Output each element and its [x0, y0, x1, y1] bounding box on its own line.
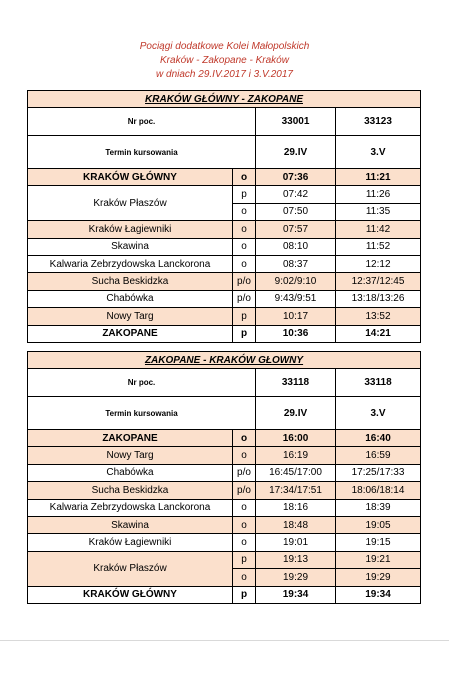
stop-type: o — [233, 255, 256, 272]
stop-type: p — [233, 325, 256, 342]
document-title — [0, 40, 449, 82]
table-row — [28, 482, 421, 499]
train-number: 33123 — [336, 108, 421, 136]
stop-type: o — [233, 238, 256, 255]
time-cell: 19:01 — [256, 534, 336, 551]
station-name: Kraków Płaszów — [28, 186, 233, 221]
table-heading: KRAKÓW GŁÓWNY - ZAKOPANE — [28, 91, 421, 108]
table-row — [28, 325, 421, 342]
table-row — [28, 238, 421, 255]
time-cell: 12:37/12:45 — [336, 273, 421, 290]
stop-type: o — [233, 447, 256, 464]
time-cell: 19:13 — [256, 551, 336, 568]
time-cell: 9:02/9:10 — [256, 273, 336, 290]
time-cell: 19:05 — [336, 516, 421, 533]
station-name: Kraków Łagiewniki — [28, 221, 233, 238]
time-cell: 17:25/17:33 — [336, 464, 421, 481]
time-cell: 19:29 — [256, 569, 336, 586]
title-line-3: w dniach 29.IV.2017 i 3.V.2017 — [156, 69, 293, 80]
table-row — [28, 290, 421, 307]
table-row — [28, 273, 421, 290]
time-cell: 10:36 — [256, 325, 336, 342]
stop-type: o — [233, 221, 256, 238]
station-name: KRAKÓW GŁÓWNY — [28, 586, 233, 603]
table-heading: ZAKOPANE - KRAKÓW GŁOWNY — [28, 352, 421, 369]
station-name: Kraków Łagiewniki — [28, 534, 233, 551]
station-name: Nowy Targ — [28, 308, 233, 325]
stop-type: p — [233, 186, 256, 203]
time-cell: 07:50 — [256, 203, 336, 220]
table-row — [28, 430, 421, 447]
time-cell: 11:52 — [336, 238, 421, 255]
time-cell: 11:35 — [336, 203, 421, 220]
station-name: Skawina — [28, 238, 233, 255]
stop-type: p/o — [233, 482, 256, 499]
time-cell: 16:19 — [256, 447, 336, 464]
stop-type: p — [233, 308, 256, 325]
time-cell: 19:34 — [336, 586, 421, 603]
stop-type: o — [233, 203, 256, 220]
stop-type: p — [233, 551, 256, 568]
running-days-label: Termin kursowania — [28, 136, 256, 169]
time-cell: 14:21 — [336, 325, 421, 342]
stop-type: p/o — [233, 273, 256, 290]
stop-type: o — [233, 569, 256, 586]
time-cell: 17:34/17:51 — [256, 482, 336, 499]
table-row — [28, 534, 421, 551]
time-cell: 12:12 — [336, 255, 421, 272]
station-name: ZAKOPANE — [28, 325, 233, 342]
time-cell: 11:21 — [336, 169, 421, 186]
time-cell: 18:48 — [256, 516, 336, 533]
page-divider — [0, 640, 449, 641]
train-number: 33118 — [256, 369, 336, 397]
table-row — [28, 464, 421, 481]
table-row — [28, 586, 421, 603]
station-name: Sucha Beskidzka — [28, 273, 233, 290]
time-cell: 18:06/18:14 — [336, 482, 421, 499]
table-row — [28, 186, 421, 203]
stop-type: o — [233, 516, 256, 533]
train-number-label: Nr poc. — [28, 108, 256, 136]
time-cell: 19:34 — [256, 586, 336, 603]
train-number: 33001 — [256, 108, 336, 136]
timetable-zakopane-krakow — [27, 351, 421, 604]
station-name: Nowy Targ — [28, 447, 233, 464]
time-cell: 19:15 — [336, 534, 421, 551]
station-name: Kraków Płaszów — [28, 551, 233, 586]
time-cell: 16:45/17:00 — [256, 464, 336, 481]
time-cell: 18:16 — [256, 499, 336, 516]
time-cell: 13:52 — [336, 308, 421, 325]
running-day: 3.V — [336, 136, 421, 169]
time-cell: 18:39 — [336, 499, 421, 516]
station-name: Kalwaria Zebrzydowska Lanckorona — [28, 255, 233, 272]
stop-type: p/o — [233, 290, 256, 307]
time-cell: 07:57 — [256, 221, 336, 238]
stop-type: p — [233, 586, 256, 603]
stop-type: o — [233, 430, 256, 447]
time-cell: 19:29 — [336, 569, 421, 586]
station-name: ZAKOPANE — [28, 430, 233, 447]
time-cell: 07:36 — [256, 169, 336, 186]
station-name: Sucha Beskidzka — [28, 482, 233, 499]
time-cell: 08:10 — [256, 238, 336, 255]
stop-type: p/o — [233, 464, 256, 481]
station-name: Chabówka — [28, 464, 233, 481]
stop-type: o — [233, 499, 256, 516]
station-name: Kalwaria Zebrzydowska Lanckorona — [28, 499, 233, 516]
time-cell: 16:40 — [336, 430, 421, 447]
running-day: 29.IV — [256, 136, 336, 169]
table-row — [28, 221, 421, 238]
running-day: 29.IV — [256, 397, 336, 430]
time-cell: 10:17 — [256, 308, 336, 325]
title-line-2: Kraków - Zakopane - Kraków — [160, 55, 289, 66]
stop-type: o — [233, 169, 256, 186]
table-row — [28, 516, 421, 533]
table-row — [28, 551, 421, 568]
time-cell: 08:37 — [256, 255, 336, 272]
time-cell: 07:42 — [256, 186, 336, 203]
time-cell: 11:26 — [336, 186, 421, 203]
time-cell: 13:18/13:26 — [336, 290, 421, 307]
table-row — [28, 499, 421, 516]
running-day: 3.V — [336, 397, 421, 430]
table-row — [28, 255, 421, 272]
time-cell: 19:21 — [336, 551, 421, 568]
train-number-label: Nr poc. — [28, 369, 256, 397]
table-row — [28, 169, 421, 186]
time-cell: 16:00 — [256, 430, 336, 447]
timetable-krakow-zakopane — [27, 90, 421, 343]
train-number: 33118 — [336, 369, 421, 397]
title-line-1: Pociągi dodatkowe Kolei Małopolskich — [139, 41, 310, 52]
time-cell: 9:43/9:51 — [256, 290, 336, 307]
time-cell: 16:59 — [336, 447, 421, 464]
stop-type: o — [233, 534, 256, 551]
station-name: Chabówka — [28, 290, 233, 307]
station-name: KRAKÓW GŁÓWNY — [28, 169, 233, 186]
table-row — [28, 308, 421, 325]
station-name: Skawina — [28, 516, 233, 533]
running-days-label: Termin kursowania — [28, 397, 256, 430]
table-row — [28, 447, 421, 464]
time-cell: 11:42 — [336, 221, 421, 238]
